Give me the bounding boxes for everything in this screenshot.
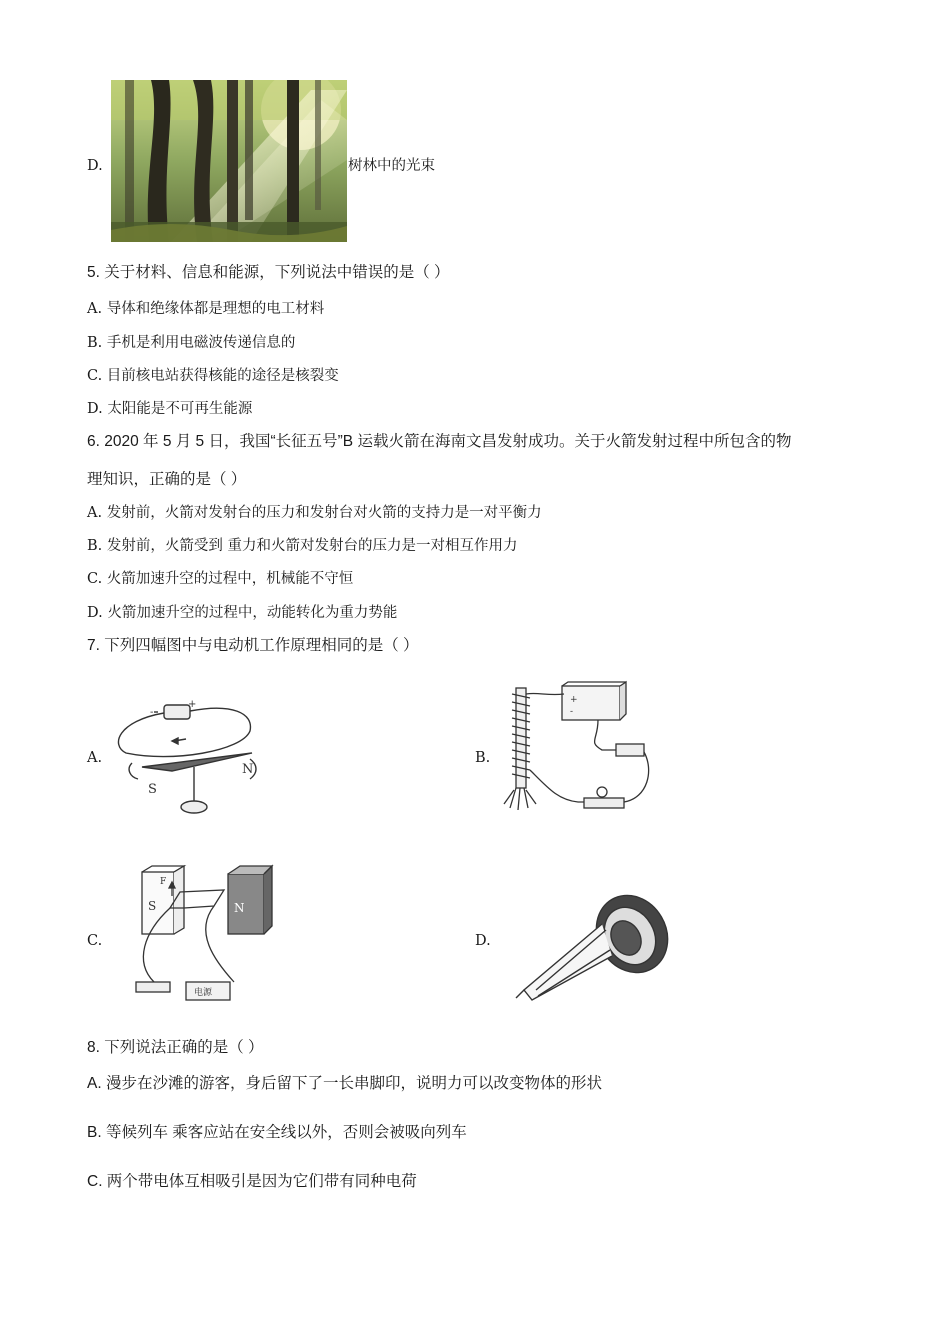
q4-option-d-text: 树林中的光束 [348, 158, 435, 174]
microphone-figure [512, 890, 672, 1005]
fig-c-n-text: N [234, 901, 245, 915]
q6-stem-line1: 6. 2020 年 5 月 5 日，我国“长征五号”B 运载火箭在海南文昌发射成功。关于火箭发射过程中所包含的物 [87, 433, 792, 450]
forest-light-beams-image [111, 80, 347, 242]
q8-option-b: B. 等候列车 乘客应站在安全线以外，否则会被吸向列车 [87, 1124, 467, 1141]
fig-a-n-text: N [242, 762, 254, 777]
fig-a-s-text: S [148, 782, 157, 797]
q5-option-b: B. 手机是利用电磁波传递信息的 [87, 335, 296, 351]
electromagnet-figure [498, 680, 658, 820]
q5-option-d: D. 太阳能是不可再生能源 [87, 401, 253, 417]
q8-option-a: A. 漫步在沙滩的游客，身后留下了一长串脚印，说明力可以改变物体的形状 [87, 1075, 602, 1092]
motor-principle-figure [124, 862, 276, 1007]
fig-c-power-text: 电源 [194, 988, 213, 998]
q7-label-c: C. [87, 933, 103, 949]
svg-text:+: + [188, 699, 197, 710]
q7-stem: 7. 下列四幅图中与电动机工作原理相同的是（ ） [87, 637, 419, 654]
fig-c-f-text: F [160, 877, 167, 887]
q6-option-c: C. 火箭加速升空的过程中，机械能不守恒 [87, 571, 354, 587]
q7-label-a: A. [87, 750, 103, 766]
svg-text:-: - [150, 707, 154, 718]
q6-stem-line2: 理知识，正确的是（ ） [87, 471, 247, 488]
q7-label-d: D. [475, 933, 491, 949]
q6-option-a: A. 发射前，火箭对发射台的压力和发射台对火箭的支持力是一对平衡力 [87, 505, 542, 521]
q8-option-c: C. 两个带电体互相吸引是因为它们带有同种电荷 [87, 1173, 417, 1190]
fig-c-s-text: S [148, 899, 157, 913]
q5-stem: 5. 关于材料、信息和能源，下列说法中错误的是（ ） [87, 264, 450, 281]
q6-option-b: B. 发射前，火箭受到 重力和火箭对发射台的压力是一对相互作用力 [87, 538, 518, 554]
svg-text:-: - [570, 707, 574, 717]
q7-label-b: B. [475, 750, 491, 766]
q5-option-c: C. 目前核电站获得核能的途径是核裂变 [87, 368, 339, 384]
q6-option-d: D. 火箭加速升空的过程中，动能转化为重力势能 [87, 605, 398, 621]
q5-option-a: A. 导体和绝缘体都是理想的电工材料 [87, 301, 325, 317]
q8-stem: 8. 下列说法正确的是（ ） [87, 1039, 264, 1056]
q4-option-d-label: D. [87, 158, 103, 174]
oersted-experiment-figure [112, 693, 267, 823]
svg-text:+: + [570, 695, 578, 705]
